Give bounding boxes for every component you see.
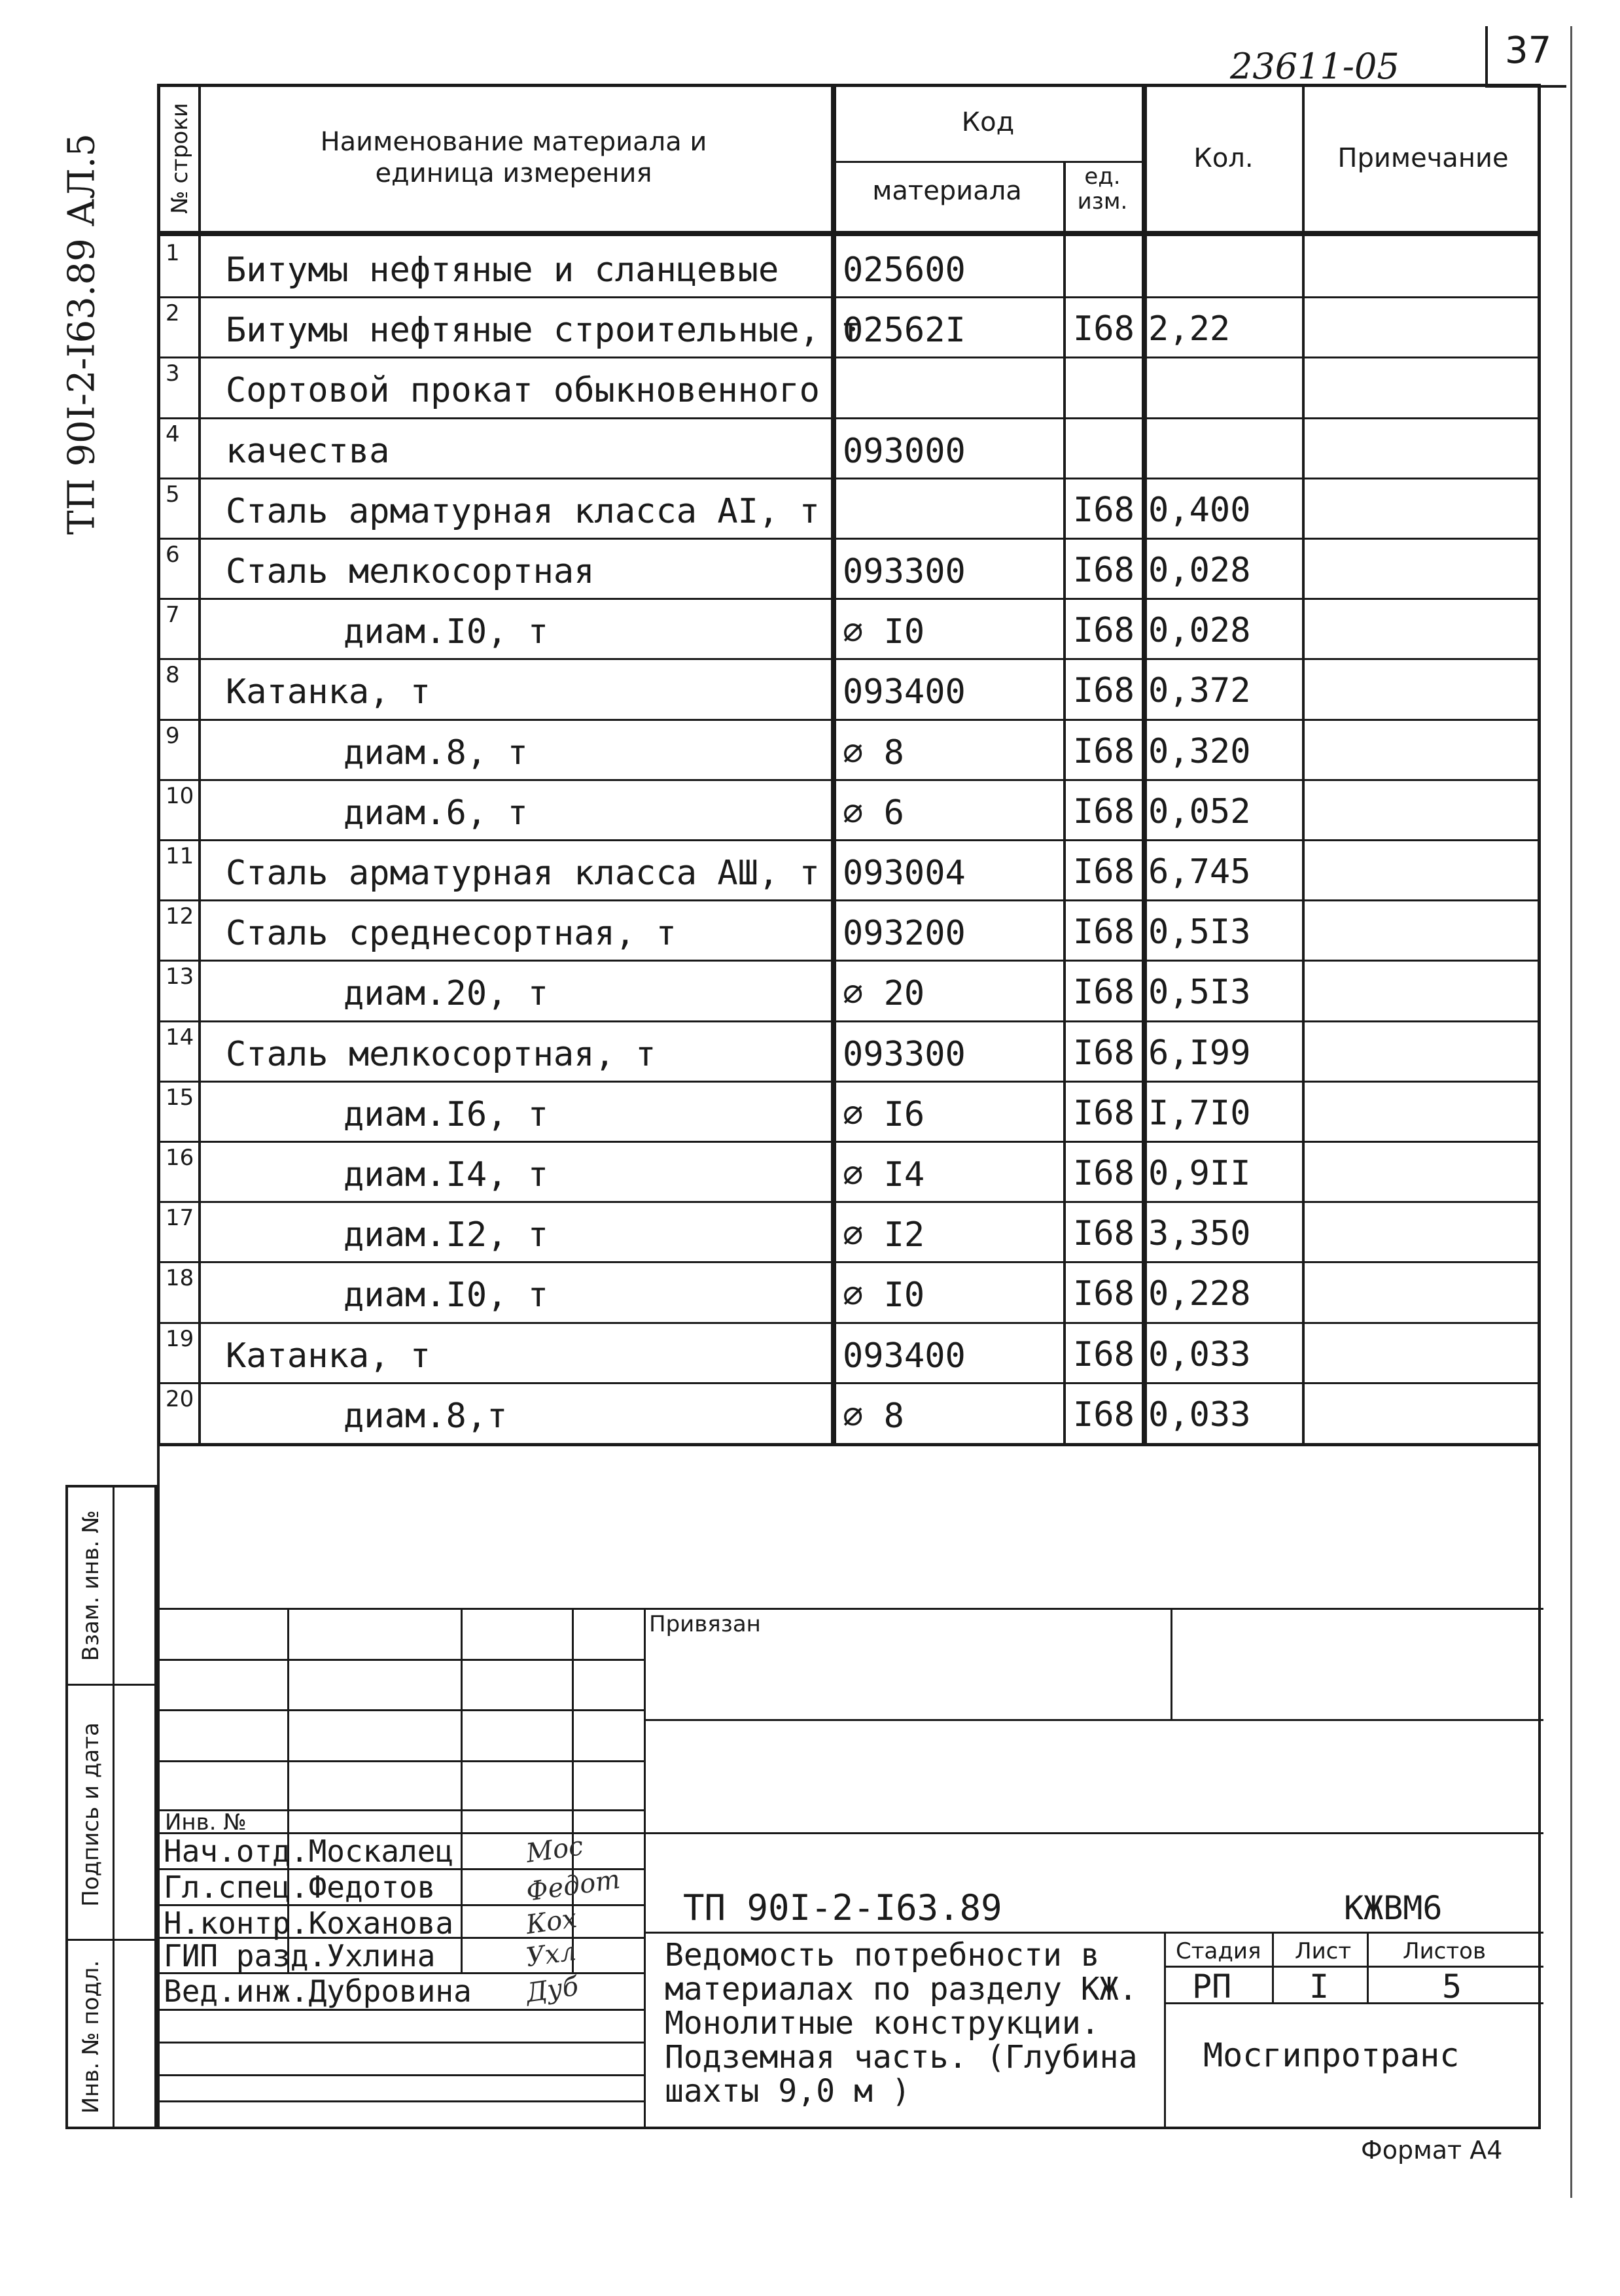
quantity: 3,350: [1148, 1214, 1251, 1254]
quantity: 0,033: [1148, 1334, 1251, 1374]
material-name: Битумы нефтяные строительные, т: [226, 311, 861, 351]
material-name: диам.I4, т: [343, 1155, 549, 1194]
unit-code: I68: [1073, 309, 1135, 349]
staff-role: ГИП разд.: [164, 1938, 327, 1974]
table-row: [160, 779, 1538, 839]
row-divider: [160, 357, 1538, 358]
staff-name: Федотов: [308, 1870, 436, 1905]
row-divider: [160, 960, 1538, 962]
material-code: 093400: [843, 1336, 966, 1376]
right-margin-line: [1570, 26, 1572, 2198]
title-block: [157, 1446, 1541, 2129]
inventory-handwritten: 23611-05: [1230, 46, 1400, 87]
row-divider: [160, 478, 1538, 479]
material-code: 093300: [843, 552, 966, 591]
row-number: 19: [166, 1325, 194, 1352]
row-divider: [160, 1020, 1538, 1022]
quantity: 2,22: [1148, 309, 1231, 349]
material-code: 02562I: [843, 311, 966, 351]
material-code: 093000: [843, 431, 966, 471]
table-row: [160, 296, 1538, 357]
table-row: [160, 1201, 1538, 1261]
table-row: [160, 538, 1538, 598]
quantity: 0,228: [1148, 1274, 1251, 1314]
row-number: 1: [166, 240, 180, 266]
quantity: 6,745: [1148, 852, 1251, 892]
header-qty: Кол.: [1193, 143, 1254, 173]
unit-code: I68: [1073, 1395, 1135, 1435]
organization: Мосгипротранс: [1203, 2036, 1460, 2074]
unit-code: I68: [1073, 791, 1135, 831]
staff-name: Дубровина: [308, 1974, 472, 2009]
quantity: 0,320: [1148, 731, 1251, 771]
row-number: 5: [166, 481, 180, 508]
table-row: [160, 719, 1538, 779]
material-code: ∅ I0: [843, 1276, 925, 1315]
quantity: 0,052: [1148, 791, 1251, 831]
left-stamp-row1: [68, 1684, 154, 1686]
header-unit: ед. изм.: [1077, 164, 1128, 215]
signature: Кох: [524, 1903, 579, 1941]
table-row: [160, 357, 1538, 417]
row-number: 4: [166, 421, 180, 447]
header-name: Наименование материала и единица измерения: [320, 127, 707, 188]
staff-name: Москалец: [308, 1834, 454, 1869]
unit-code: I68: [1073, 913, 1135, 952]
material-name: качества: [226, 431, 390, 471]
sheets-label: Листов: [1403, 1938, 1487, 1964]
unit-code: I68: [1073, 1093, 1135, 1133]
material-name: диам.I0, т: [343, 612, 549, 652]
tb-grid-h3: [160, 1760, 644, 1762]
material-code: 093300: [843, 1034, 966, 1074]
row-divider: [160, 1261, 1538, 1263]
stamp-inv-podl: Инв. № подл.: [78, 1960, 104, 2114]
row-number: 15: [166, 1084, 194, 1111]
material-name: диам.20, т: [343, 974, 549, 1014]
tb-stage-v1: [1272, 1932, 1274, 2002]
row-divider: [160, 899, 1538, 901]
quantity: 0,400: [1148, 490, 1251, 530]
row-divider: [160, 417, 1538, 419]
row-number: 18: [166, 1265, 194, 1292]
row-number: 7: [166, 602, 180, 629]
description-line: Монолитные конструкции.: [665, 2005, 1100, 2042]
left-stamp: [65, 1485, 157, 2129]
staff-role: Нач.отд.: [164, 1834, 309, 1869]
signature: Ухл: [524, 1936, 578, 1974]
privyazan-label: Привязан: [649, 1611, 761, 1637]
material-name: диам.6, т: [343, 793, 528, 833]
material-name: Катанка, т: [226, 672, 431, 712]
tb-grid-h13: [160, 2100, 644, 2102]
material-name: Сталь среднесортная, т: [226, 914, 677, 954]
header-material: материала: [872, 176, 1022, 206]
description-line: Подземная часть. (Глубина: [665, 2039, 1138, 2076]
table-row: [160, 598, 1538, 658]
material-code: ∅ I4: [843, 1155, 925, 1194]
material-code: 093400: [843, 672, 966, 712]
staff-row: [164, 1974, 472, 2009]
unit-code: I68: [1073, 611, 1135, 651]
row-number: 16: [166, 1145, 194, 1171]
row-number: 2: [166, 300, 180, 327]
unit-code: I68: [1073, 1033, 1135, 1073]
row-divider: [160, 839, 1538, 841]
sheet-value: I: [1309, 1968, 1329, 2006]
row-number: 17: [166, 1205, 194, 1232]
material-code: ∅ 6: [843, 793, 904, 833]
material-code: ∅ I0: [843, 612, 925, 652]
material-name: диам.8,т: [343, 1396, 508, 1436]
table-row: [160, 1141, 1538, 1201]
header-bottom-line: [160, 231, 1538, 236]
unit-code: I68: [1073, 490, 1135, 530]
description-line: шахты 9,0 м ): [665, 2073, 911, 2110]
code-header-divider: [831, 161, 1145, 163]
description-line: Ведомость потребности в: [665, 1937, 1100, 1974]
table-row: [160, 899, 1538, 960]
unit-code: I68: [1073, 671, 1135, 711]
row-number: 12: [166, 903, 194, 930]
doc-code: ТП 90I-2-I63.89: [683, 1887, 1002, 1928]
stage-value: РП: [1192, 1968, 1232, 2006]
table-row: [160, 1081, 1538, 1141]
row-divider: [160, 296, 1538, 298]
staff-row: [164, 1870, 435, 1905]
material-code: 025600: [843, 251, 966, 290]
material-name: Сталь арматурная класса AI, т: [226, 491, 820, 531]
tb-grid-v2: [461, 1608, 463, 1972]
staff-name: Ухлина: [326, 1938, 436, 1974]
material-name: диам.I2, т: [343, 1215, 549, 1255]
tb-grid-h11: [160, 2042, 644, 2044]
material-code: ∅ 8: [843, 1396, 904, 1436]
format-label: Формат А4: [1361, 2136, 1503, 2165]
table-row: [160, 658, 1538, 718]
row-number: 6: [166, 542, 180, 568]
table-row: [160, 1261, 1538, 1321]
quantity: 0,5I3: [1148, 913, 1251, 952]
row-number: 14: [166, 1024, 194, 1051]
row-divider: [160, 658, 1538, 660]
unit-code: I68: [1073, 973, 1135, 1013]
table-row: [160, 960, 1538, 1020]
row-divider: [160, 1322, 1538, 1324]
row-number: 3: [166, 360, 180, 387]
quantity: I,7I0: [1148, 1093, 1251, 1133]
table-row: [160, 1382, 1538, 1442]
table-row: [160, 1020, 1538, 1081]
row-number: 20: [166, 1385, 194, 1412]
row-divider: [160, 1141, 1538, 1143]
quantity: 0,028: [1148, 611, 1251, 651]
unit-code: I68: [1073, 1154, 1135, 1193]
quantity: 0,033: [1148, 1395, 1251, 1435]
quantity: 0,9II: [1148, 1154, 1251, 1193]
staff-row: [164, 1938, 435, 1974]
signature: Мос: [524, 1831, 586, 1869]
material-name: диам.8, т: [343, 733, 528, 773]
stage-label: Стадия: [1176, 1938, 1261, 1964]
tb-code-bottom: [644, 1932, 1543, 1934]
staff-role: Вед.инж.: [164, 1974, 309, 2009]
table-row: [160, 478, 1538, 538]
row-number: 10: [166, 782, 194, 809]
staff-role: Гл.спец.: [164, 1870, 309, 1905]
tb-grid-h12: [160, 2074, 644, 2076]
row-divider: [160, 598, 1538, 600]
unit-code: I68: [1073, 731, 1135, 771]
material-name: Сталь мелкосортная: [226, 552, 595, 591]
unit-code: I68: [1073, 1274, 1135, 1314]
tb-top-line: [160, 1608, 1543, 1610]
material-name: Сортовой прокат обыкновенного: [226, 371, 820, 411]
page-number: 37: [1505, 29, 1552, 72]
tb-grid-h1: [160, 1659, 644, 1661]
material-code: ∅ I6: [843, 1094, 925, 1134]
header-note: Примечание: [1337, 143, 1509, 173]
table-row: [160, 839, 1538, 899]
row-number: 11: [166, 843, 194, 869]
description-line: материалах по разделу КЖ.: [665, 1971, 1138, 2008]
side-label: ТП 90I-2-I63.89 АЛ.5: [60, 133, 103, 535]
material-name: Сталь мелкосортная, т: [226, 1034, 656, 1074]
row-divider: [160, 779, 1538, 781]
stamp-podpis-data: Подпись и дата: [78, 1722, 104, 1907]
left-stamp-divider: [113, 1487, 114, 2127]
tb-privyazan-bottom: [644, 1719, 1543, 1721]
doc-mark: КЖВМ6: [1344, 1889, 1443, 1927]
material-name: Сталь арматурная класса AШ, т: [226, 854, 820, 893]
unit-code: I68: [1073, 551, 1135, 590]
signature: Федот: [524, 1864, 622, 1907]
stamp-vzam-inv: Взам. инв. №: [78, 1510, 104, 1661]
material-code: ∅ 8: [843, 733, 904, 773]
unit-code: I68: [1073, 1334, 1135, 1374]
signature: Дуб: [524, 1971, 580, 2009]
unit-code: I68: [1073, 852, 1135, 892]
table-row: [160, 1322, 1538, 1382]
quantity: 0,028: [1148, 551, 1251, 590]
material-code: ∅ 20: [843, 974, 925, 1014]
header-code: Код: [961, 107, 1015, 137]
staff-name: Коханова: [308, 1905, 454, 1941]
material-code: 093004: [843, 854, 966, 893]
row-divider: [160, 1081, 1538, 1083]
material-code: 093200: [843, 914, 966, 954]
row-divider: [160, 1382, 1538, 1384]
staff-row: [164, 1905, 453, 1941]
tb-grid-h10: [160, 2009, 644, 2011]
inv-no-label: Инв. №: [165, 1809, 247, 1835]
table-row: [160, 417, 1538, 478]
unit-code: I68: [1073, 1214, 1135, 1254]
material-name: диам.I0, т: [343, 1276, 549, 1315]
row-divider: [160, 719, 1538, 721]
tb-grid-h2: [160, 1709, 644, 1711]
row-number: 8: [166, 662, 180, 689]
tb-privyazan-divider: [1171, 1608, 1172, 1719]
tb-desc-divider: [1164, 1932, 1166, 2129]
material-name: диам.I6, т: [343, 1094, 549, 1134]
sheet-label: Лист: [1295, 1938, 1352, 1964]
material-name: Битумы нефтяные и сланцевые: [226, 251, 779, 290]
quantity: 6,I99: [1148, 1033, 1251, 1073]
row-divider: [160, 538, 1538, 540]
sheets-value: 5: [1442, 1968, 1462, 2006]
materials-table: [157, 84, 1541, 1446]
material-code: ∅ I2: [843, 1215, 925, 1255]
tb-code-top: [644, 1832, 1543, 1834]
tb-main-v: [644, 1608, 646, 2129]
tb-stage-v2: [1367, 1932, 1369, 2002]
staff-role: Н.контр.: [164, 1905, 309, 1941]
header-rownum: № строки: [167, 103, 193, 214]
quantity: 0,5I3: [1148, 973, 1251, 1013]
row-number: 9: [166, 722, 180, 749]
row-divider: [160, 1201, 1538, 1203]
row-number: 13: [166, 964, 194, 990]
material-name: Катанка, т: [226, 1336, 431, 1376]
table-row: [160, 236, 1538, 296]
quantity: 0,372: [1148, 671, 1251, 711]
staff-row: [164, 1834, 453, 1869]
